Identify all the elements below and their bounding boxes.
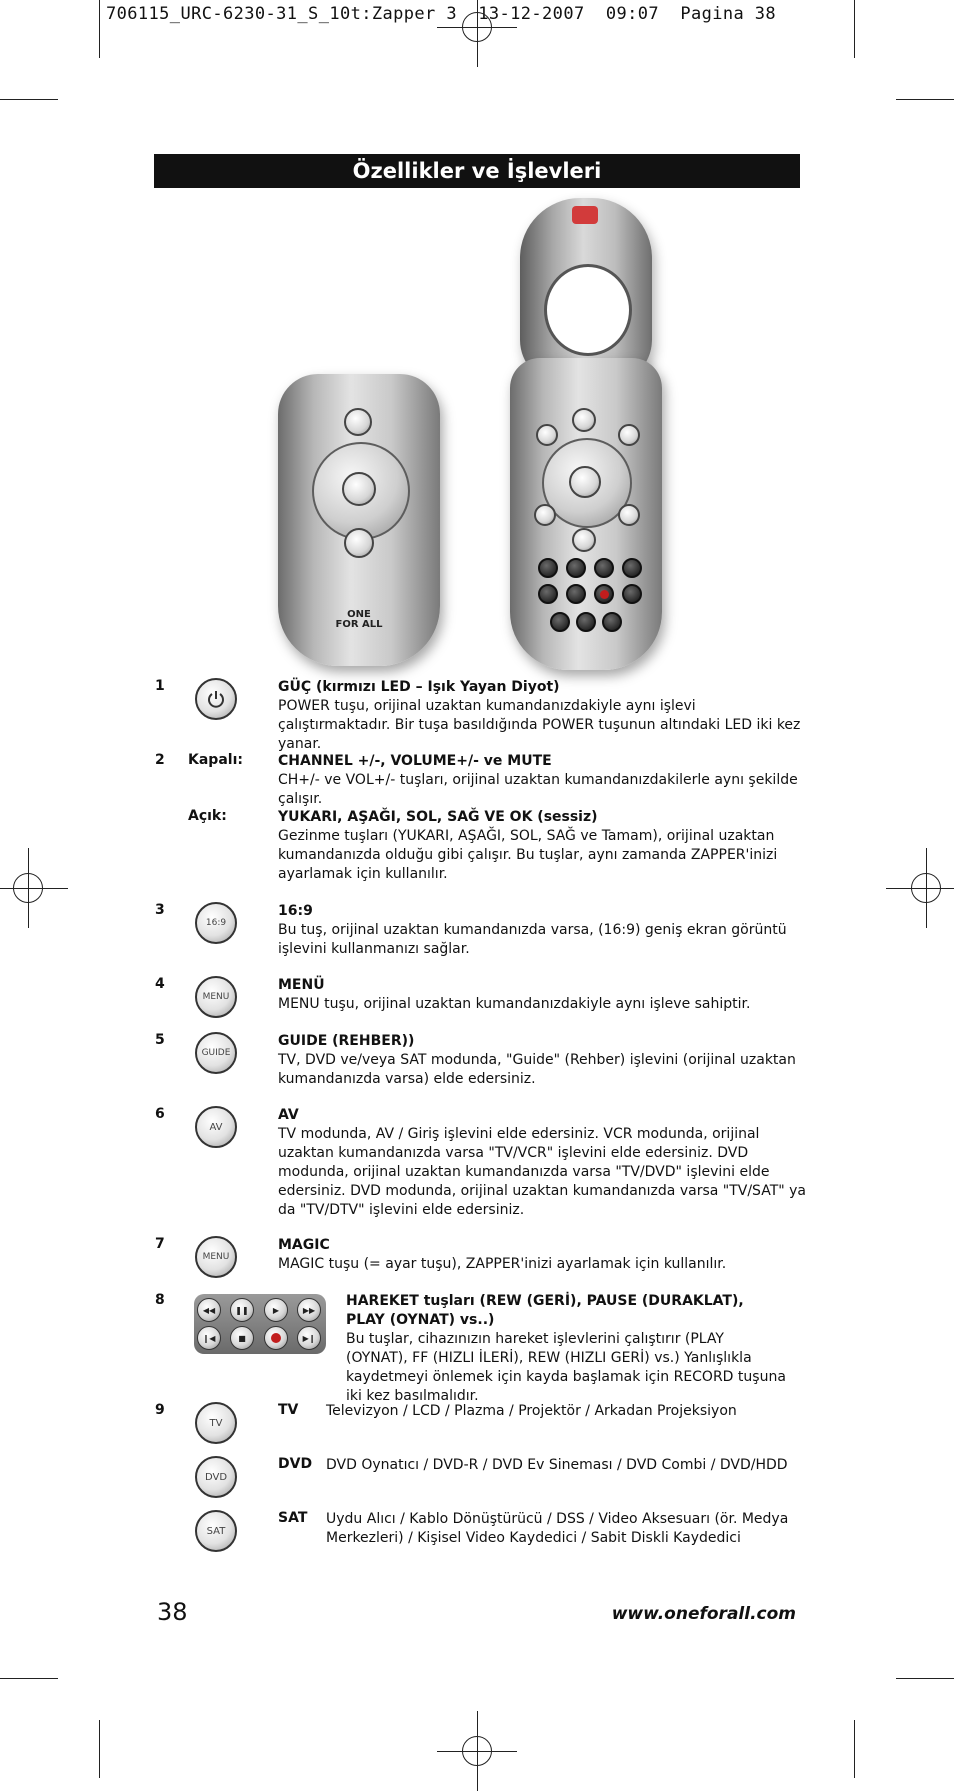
slug-file: 706115_URC-6230-31_S_10t:Zapper 3	[106, 4, 457, 24]
skip-back-icon	[538, 584, 558, 604]
feature-number: 2	[155, 752, 165, 768]
source-text-sat: Uydu Alıcı / Kablo Dönüştürücü / DSS / Video Aksesuarı (ör. Medya Merkezleri) / Kişisel Video Kaydedici / Sabit Diskli Kaydedici	[326, 1511, 789, 1546]
crop-mark-top-left-h	[0, 99, 58, 100]
feature-body: TV modunda, AV / Giriş işlevini elde edersiniz. VCR modunda, orijinal uzaktan kumandanızda varsa "TV/VCR" işlevini elde edersiniz. DVD modunda, orijinal uzaktan kumandanızda varsa "TV/DVD" işlevini elde edersiniz. DVD modunda, orijinal uzaktan kumandanızda varsa "TV/SAT" ya da "TV/DTV" işlevini elde edersiniz.	[278, 1126, 806, 1218]
source-label-sat: SAT	[278, 1510, 308, 1526]
feature-number: 1	[155, 678, 165, 694]
source-label-tv: TV	[278, 1402, 299, 1418]
crop-mark-top-right-h	[896, 99, 954, 100]
record-icon	[264, 1326, 288, 1350]
stop-icon: ■	[230, 1326, 254, 1350]
registration-mark-left	[13, 873, 43, 903]
feature-number: 6	[155, 1106, 165, 1122]
lid-logo-badge	[572, 206, 598, 224]
menu-button-icon	[536, 424, 558, 446]
source-label-dvd: DVD	[278, 1456, 313, 1472]
feature-aspect-ratio	[278, 902, 808, 959]
feature-title: GÜÇ (kırmızı LED – Işık Yayan Diyot)	[278, 679, 560, 695]
feature-magic	[278, 1236, 808, 1274]
fast-forward-icon: ▶▶	[297, 1298, 321, 1322]
registration-mark-top	[462, 12, 492, 42]
feature-guide	[278, 1032, 808, 1089]
feature-title: GUIDE (REHBER))	[278, 1033, 415, 1049]
feature-title: HAREKET tuşları (REW (GERİ), PAUSE (DURAKLAT), PLAY (OYNAT) vs..)	[346, 1293, 744, 1328]
source-text-tv: Televizyon / LCD / Plazma / Projektör / Arkadan Projeksiyon	[326, 1403, 737, 1419]
feature-number: 3	[155, 902, 165, 918]
registration-mark-right	[911, 873, 941, 903]
play-icon: ▶	[264, 1298, 288, 1322]
pause-icon: ❚❚	[230, 1298, 254, 1322]
aspect-ratio-icon	[344, 528, 374, 558]
sat-button-icon: SAT	[195, 1510, 237, 1552]
slug-date: 13-12-2007	[478, 4, 585, 24]
transport-buttons-panel	[194, 1294, 326, 1354]
dvd-button-icon: DVD	[195, 1456, 237, 1498]
registration-mark-bottom	[462, 1736, 492, 1766]
feature-title: YUKARI, AŞAĞI, SOL, SAĞ VE OK (sessiz)	[278, 809, 598, 825]
feature-number: 4	[155, 976, 165, 992]
feature-number: 9	[155, 1402, 165, 1418]
crop-mark-bottom-left-h	[0, 1678, 58, 1679]
lid-window	[544, 264, 632, 356]
record-dot	[271, 1333, 281, 1343]
skip-forward-icon	[622, 584, 642, 604]
feature-number: 5	[155, 1032, 165, 1048]
power-icon	[344, 408, 372, 436]
guide-button-icon: GUIDE	[195, 1032, 237, 1074]
aspect-ratio-icon: 16:9	[195, 902, 237, 944]
feature-menu	[278, 976, 808, 1014]
slug-page: Pagina 38	[680, 4, 777, 24]
feature-number: 8	[155, 1292, 165, 1308]
feature-body: Bu tuş, orijinal uzaktan kumandanızda varsa, (16:9) geniş ekran görüntü işlevini kullanmanızı sağlar.	[278, 922, 787, 957]
closed-remote-brand: ONE FOR ALL	[335, 609, 383, 630]
feature-body: POWER tuşu, orijinal uzaktan kumandanızdakiyle aynı işlevi çalıştırmaktadır. Bir tuşa basıldığında POWER tuşunun altındaki LED iki kez yanar.	[278, 698, 801, 752]
ok-button-icon	[569, 466, 601, 498]
feature-title: MAGIC	[278, 1237, 330, 1253]
crop-mark-bottom-right-v	[854, 1720, 855, 1778]
feature-channel-volume	[278, 752, 808, 809]
play-icon	[594, 558, 614, 578]
feature-navigation	[278, 808, 808, 884]
ok-button-icon	[342, 472, 376, 506]
feature-body: MENU tuşu, orijinal uzaktan kumandanızdakiyle aynı işleve sahiptir.	[278, 996, 751, 1012]
rewind-icon	[538, 558, 558, 578]
aspect-ratio-icon	[572, 528, 596, 552]
feature-body: Bu tuşlar, cihazınızın hareket işlevlerini çalıştırır (PLAY (OYNAT), FF (HIZLI İLERİ), REW (HIZLI GERİ) vs.) Yanlışlıkla kaydetmeyi önlemek için kayda başlamak için RECORD tuşuna iki kez basılmalıdır.	[346, 1331, 786, 1404]
crop-mark-top-right-v	[854, 0, 855, 58]
feature-body: Gezinme tuşları (YUKARI, AŞAĞI, SOL, SAĞ ve Tamam), orijinal uzaktan kumandanızda olduğu gibi çalışır. Bu tuşlar, aynı zamanda ZAPPER'inizi ayarlamak için kullanılır.	[278, 828, 778, 882]
magic-button-icon	[618, 504, 640, 526]
page-title: Özellikler ve İşlevleri	[154, 154, 800, 188]
feature-av	[278, 1106, 808, 1220]
rewind-icon: ◀◀	[197, 1298, 221, 1322]
feature-power	[278, 678, 808, 754]
menu-button-icon: MENU	[195, 976, 237, 1018]
sat-button-icon	[602, 612, 622, 632]
tv-button-icon: TV	[195, 1402, 237, 1444]
feature-title: 16:9	[278, 903, 313, 919]
stop-icon	[566, 584, 586, 604]
feature-body: MAGIC tuşu (= ayar tuşu), ZAPPER'inizi ayarlamak için kullanılır.	[278, 1256, 727, 1272]
closed-remote-illustration	[278, 374, 440, 666]
open-remote-illustration	[506, 198, 664, 670]
feature-title: CHANNEL +/-, VOLUME+/- ve MUTE	[278, 753, 552, 769]
tv-button-icon	[550, 612, 570, 632]
pause-icon	[566, 558, 586, 578]
crop-mark-bottom-right-h	[896, 1678, 954, 1679]
feature-body: TV, DVD ve/veya SAT modunda, "Guide" (Rehber) işlevini (orijinal uzaktan kumandanızda varsa) elde edersiniz.	[278, 1052, 796, 1087]
crop-mark-top-left-v	[99, 0, 100, 58]
website-link: www.oneforall.com	[611, 1604, 796, 1624]
feature-transport	[346, 1292, 786, 1406]
skip-back-icon: ❙◀	[197, 1326, 221, 1350]
feature-body: CH+/- ve VOL+/- tuşları, orijinal uzaktan kumandanızdakilerle aynı şekilde çalışır.	[278, 772, 798, 807]
magic-button-icon: MENU	[195, 1236, 237, 1278]
fast-forward-icon	[622, 558, 642, 578]
feature-sublabel: Açık:	[188, 808, 227, 824]
av-button-icon: AV	[195, 1106, 237, 1148]
skip-forward-icon: ▶❙	[297, 1326, 321, 1350]
feature-number: 7	[155, 1236, 165, 1252]
record-dot	[600, 590, 609, 599]
feature-title: AV	[278, 1107, 299, 1123]
dvd-button-icon	[576, 612, 596, 632]
guide-button-icon	[618, 424, 640, 446]
power-icon	[195, 678, 237, 720]
power-icon	[572, 408, 596, 432]
page-number: 38	[157, 1598, 188, 1626]
slug-time: 09:07	[605, 4, 660, 24]
source-text-dvd: DVD Oynatıcı / DVD-R / DVD Ev Sineması / DVD Combi / DVD/HDD	[326, 1457, 788, 1473]
print-slug	[106, 4, 776, 24]
feature-title: MENÜ	[278, 977, 325, 993]
crop-mark-bottom-left-v	[99, 1720, 100, 1778]
feature-sublabel: Kapalı:	[188, 752, 243, 768]
av-button-icon	[534, 504, 556, 526]
record-icon	[594, 584, 614, 604]
